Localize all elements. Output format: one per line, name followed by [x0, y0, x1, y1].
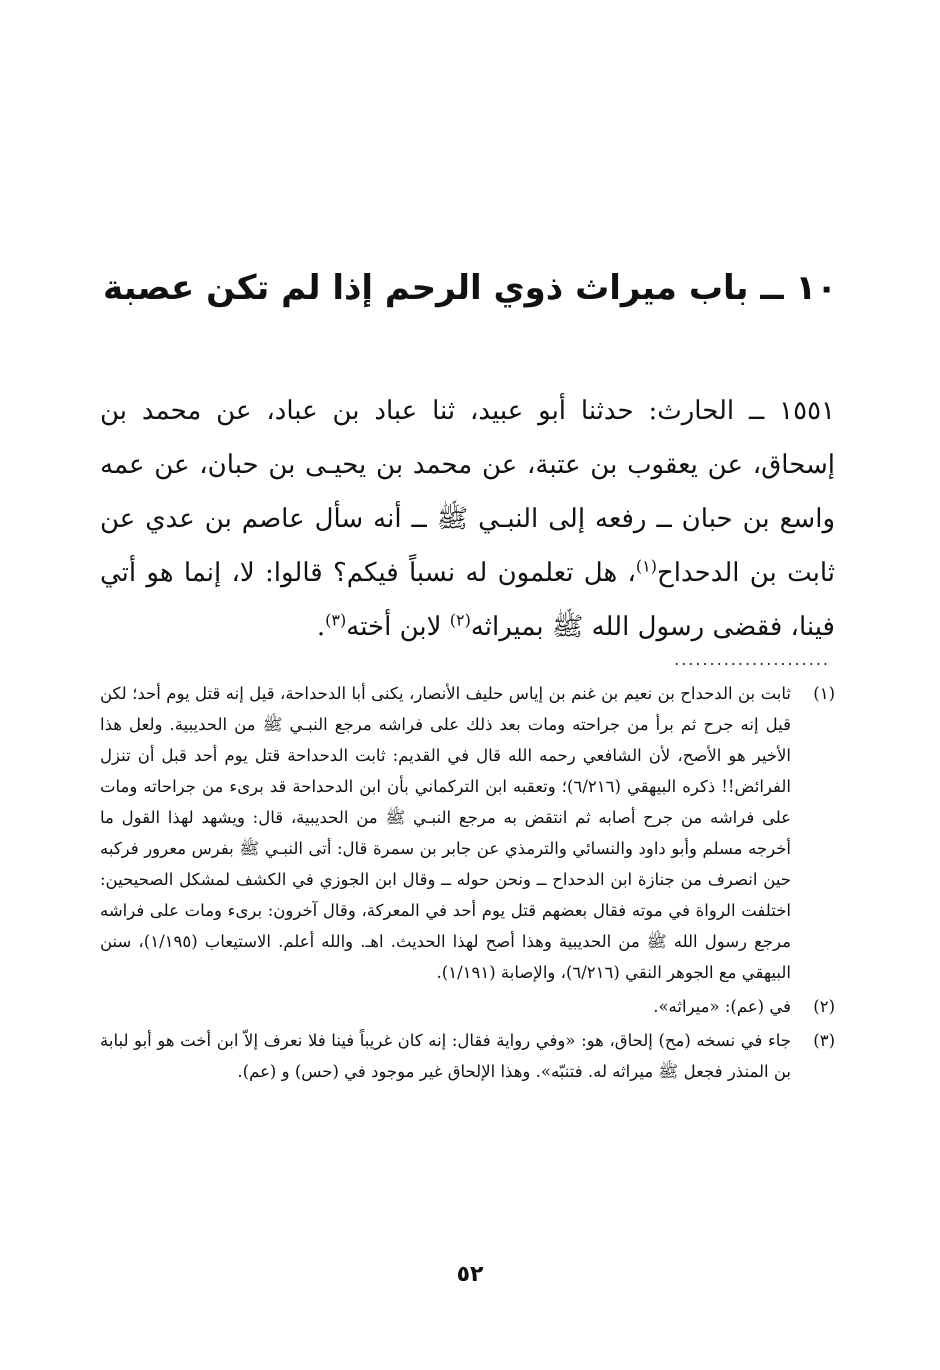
footnote-text: ثابت بن الدحداح بن نعيم بن غنم بن إياس حليف الأنصار، يكنى أبا الدحداحة، قيل إنه قتل يوم أحد؛ لكن قيل إنه جرح ثم برأ من جراحته ومات بعد ذلك على فراشه مرجع النبـي ﷺ من الحديبية. ولعل هذا الأخير هو الأصح، لأن الشافعي رحمه الله قال في القديم: ثابت الدحداحة قتل يوم أحد قبل أن تنزل الفرائض!! ذكره البيهقي (٦/٢١٦)؛ وتعقبه ابن التركماني بأن ابن الدحداحة قد برىء من جراحاته ومات على فراشه من جرح أصابه ثم انتقض به مرجع النبـي ﷺ من الحديبية، قال: ويشهد لهذا القول ما أخرجه مسلم وأبو داود والنسائي والترمذي عن جابر بن سمرة قال: أتى النبـي ﷺ بفرس معرور فركبه حين انصرف من جنازة ابن الدحداح ــ ونحن حوله ــ وقال ابن الجوزي في الكشف لمشكل الصحيحين: اختلفت الرواة في موته فقال بعضهم قتل يوم أحد في المعركة، وقال آخرون: برىء ومات على فراشه مرجع رسول الله ﷺ من الحديبية وهذا أصح لهذا الحديث. اهـ. والله أعلم. الاستيعاب (١/١٩٥)، سنن البيهقي مع الجوهر النقي (٦/٢١٦)، والإصابة (١/١٩١).	[100, 684, 792, 982]
footnote-3	[100, 1025, 835, 1087]
footnote-number: (٣)	[813, 1031, 835, 1050]
hadith-text-part-3: لابن أخته	[346, 612, 450, 642]
hadith-text	[100, 384, 835, 654]
footnote-number: (٢)	[813, 997, 835, 1016]
chapter-title: ١٠ ــ باب ميراث ذوي الرحم إذا لم تكن عصبة	[103, 268, 837, 308]
footnote-2	[100, 991, 835, 1022]
page-number: ٥٢	[456, 1262, 484, 1287]
hadith-text-part-1: ١٥٥١ ــ الحارث: حدثنا أبو عبيد، ثنا عباد بن عباد، عن محمد بن إسحاق، عن يعقوب بن عتبة، عن محمد بن يحيـى بن حبان، عن عمه واسع بن حبان ــ رفعه إلى النبـي ﷺ ــ أنه سأل عاصم بن عدي عن ثابت بن الدحداح	[100, 396, 835, 588]
footnote-ref-3: (٣)	[325, 610, 347, 630]
hadith-text-end: .	[316, 612, 326, 642]
footnote-ref-2: (٢)	[449, 610, 471, 630]
footnote-1	[100, 678, 835, 988]
footnote-number: (١)	[813, 684, 835, 703]
footnote-separator: ......................	[674, 650, 830, 669]
footnote-text: جاء في نسخه (مح) إلحاق، هو: «وفي رواية فقال: إنه كان غريباً فينا فلا نعرف إلاّ ابن أخت هو أبو لبابة بن المنذر فجعل ﷺ ميراثه له. فتنبّه». وهذا الإلحاق غير موجود في (حس) و (عم).	[100, 1031, 791, 1081]
footnote-text: في (عم): «ميراثه».	[653, 997, 791, 1016]
footnotes-section	[100, 678, 835, 1090]
footnote-ref-1: (١)	[635, 556, 657, 576]
hadith-text-part-2: ، هل تعلمون له نسباً فيكم؟ قالوا: لا، إنما هو أتي فينا، فقضى رسول الله ﷺ بميراثه	[100, 558, 835, 642]
